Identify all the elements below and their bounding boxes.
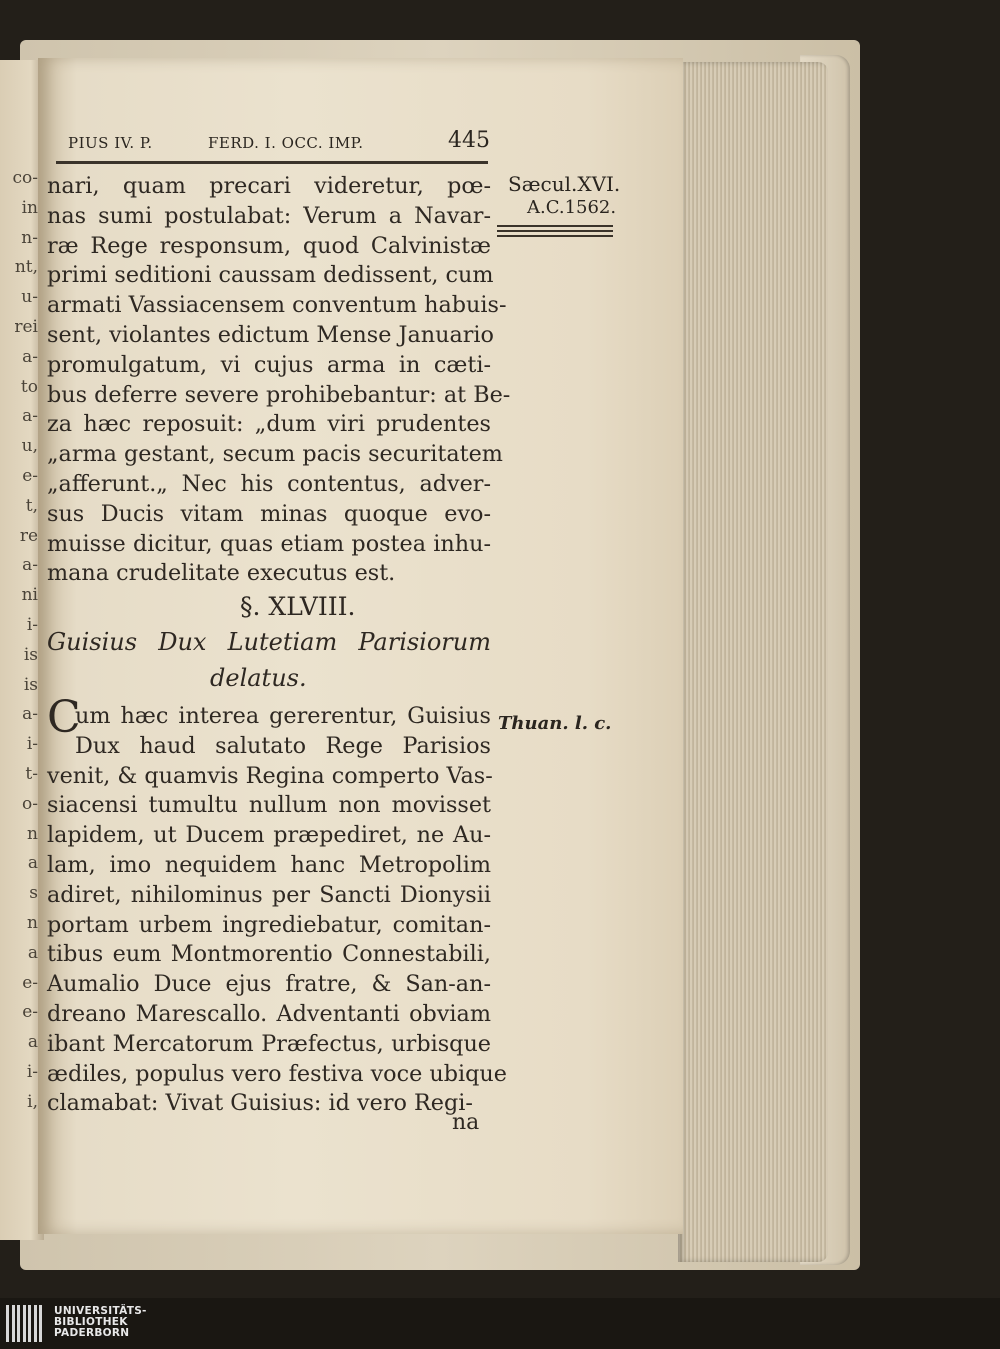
left-page-fragment: i- (26, 734, 38, 755)
library-name-line-3: PADERBORN (54, 1327, 130, 1339)
text-line: ræ Rege responsum, quod Calvinistæ (47, 232, 491, 259)
left-page-fragment: to (20, 376, 38, 397)
text-line: tibus eum Montmorentio Connestabili, (47, 941, 491, 968)
header-pope: PIUS IV. P. (68, 134, 153, 152)
text-line: venit, & quamvis Regina comperto Vas- (47, 762, 493, 789)
left-page-fragment: e- (22, 972, 38, 993)
section-title-line-1: Guisius Dux Lutetiam Parisiorum (47, 628, 491, 656)
text-line: primi seditioni caussam dedissent, cum (47, 262, 494, 289)
paragraph-2-second-line: Dux haud salutato Rege Parisios (75, 732, 491, 759)
text-line: muisse dicitur, quas etiam postea inhu- (47, 530, 491, 557)
left-page-fragment: in (21, 197, 38, 218)
left-page-fragment: a (27, 942, 38, 963)
catchword: na (452, 1110, 480, 1135)
text-line: mana crudelitate executus est. (47, 560, 396, 587)
library-logo-icon (6, 1305, 46, 1342)
left-page-fragment: e- (22, 466, 38, 486)
header-rule (56, 161, 488, 164)
paragraph-2-first-line: um hæc interea gererentur, Guisius (75, 703, 491, 729)
drop-capital: C (47, 692, 81, 743)
page-number: 445 (448, 128, 490, 153)
logo-bar (12, 1305, 15, 1342)
margin-rule-2 (497, 230, 613, 232)
margin-note-anno: A.C.1562. (527, 197, 617, 218)
left-page-fragment: co- (12, 168, 38, 188)
left-page-fragment: a- (22, 555, 38, 576)
running-header (62, 130, 490, 154)
library-name-line-1: UNIVERSITÄTS- (54, 1305, 147, 1317)
text-line: dreano Marescallo. Adventanti obviam (47, 1000, 491, 1027)
left-page-fragment: rei (14, 317, 38, 337)
paragraph-1 (47, 172, 511, 589)
text-line: sent, violantes edictum Mense Januario (47, 321, 494, 348)
text-line: ædiles, populus vero festiva voce ubique (47, 1060, 507, 1087)
text-line: „afferunt.„ Nec his contentus, adver- (47, 470, 491, 497)
left-page-fragment: s (29, 883, 38, 904)
text-line: Aumalio Duce ejus fratre, & San-an- (47, 971, 491, 998)
margin-rule-1 (497, 225, 613, 227)
logo-bar (17, 1305, 20, 1342)
left-page-fragment: n (27, 823, 38, 844)
logo-bar (34, 1305, 37, 1342)
section-title-line-2: delatus. (210, 664, 307, 692)
text-line: ibant Mercatorum Præfectus, urbisque (47, 1030, 491, 1057)
logo-bar (39, 1305, 42, 1342)
left-page-fragment: a (27, 853, 38, 874)
logo-bar (23, 1305, 26, 1342)
left-page-fragment: is (23, 644, 38, 665)
text-line: promulgatum, vi cujus arma in cæti- (47, 351, 491, 378)
text-line: nas sumi postulabat: Verum a Navar- (47, 202, 491, 229)
library-name (54, 1306, 147, 1339)
text-line: bus deferre severe prohibebantur: at Be- (47, 381, 511, 408)
section-number: §. XLVIII. (240, 592, 356, 621)
left-page-fragment: a- (22, 346, 38, 367)
text-line: siacensi tumultu nullum non movisset (47, 792, 491, 819)
left-page-fragment: a- (22, 406, 38, 427)
text-line: adiret, nihilominus per Sancti Dionysii (47, 881, 491, 908)
logo-bar (28, 1305, 31, 1342)
left-page-fragment: ni (21, 585, 38, 606)
text-line: portam urbem ingrediebatur, comitan- (47, 911, 491, 938)
text-line: lapidem, ut Ducem præpediret, ne Au- (47, 822, 491, 849)
left-page-fragment: u, (21, 436, 38, 457)
left-page-fragment: t- (25, 764, 38, 784)
left-page-fragment: o- (22, 793, 38, 814)
text-line: lam, imo nequidem hanc Metropolim (47, 851, 491, 878)
paragraph-2 (47, 702, 507, 1119)
text-line: nari, quam precari videretur, pœ- (47, 173, 491, 199)
text-line: armati Vassiacensem conventum habuis- (47, 292, 507, 319)
left-page-fragment: u- (21, 287, 38, 308)
left-page-fragment: a- (22, 704, 38, 725)
left-page-fragment: n- (21, 227, 38, 248)
left-page-fragment: i- (26, 615, 38, 635)
left-page-fragment: is (23, 674, 38, 695)
text-line: clamabat: Vivat Guisius: id vero Regi- (47, 1090, 473, 1117)
logo-bar (6, 1305, 9, 1342)
left-page-fragment: t, (25, 495, 38, 516)
left-page-fragment: i, (27, 1091, 38, 1112)
left-page-fragment: a (27, 1032, 38, 1053)
margin-note-reference: Thuan. l. c. (498, 713, 612, 734)
header-emperor: FERD. I. OCC. IMP. (208, 134, 364, 152)
left-page-fragment: nt, (14, 257, 38, 278)
text-line: sus Ducis vitam minas quoque evo- (47, 500, 491, 527)
left-page-fragment: e- (22, 1002, 38, 1023)
library-name-line-2: BIBLIOTHEK (54, 1316, 128, 1328)
page-fore-edge (678, 62, 828, 1262)
left-page-fragment: i- (26, 1062, 38, 1082)
text-line: za hæc reposuit: „dum viri prudentes (47, 411, 491, 438)
left-page-fragment: re (19, 525, 38, 546)
text-line: „arma gestant, secum pacis securitatem (47, 441, 503, 468)
library-footer (0, 1298, 1000, 1349)
margin-note-saeculum: Sæcul.XVI. (508, 172, 621, 196)
left-page-fragment: n (27, 913, 38, 933)
margin-rule-3 (497, 235, 613, 237)
